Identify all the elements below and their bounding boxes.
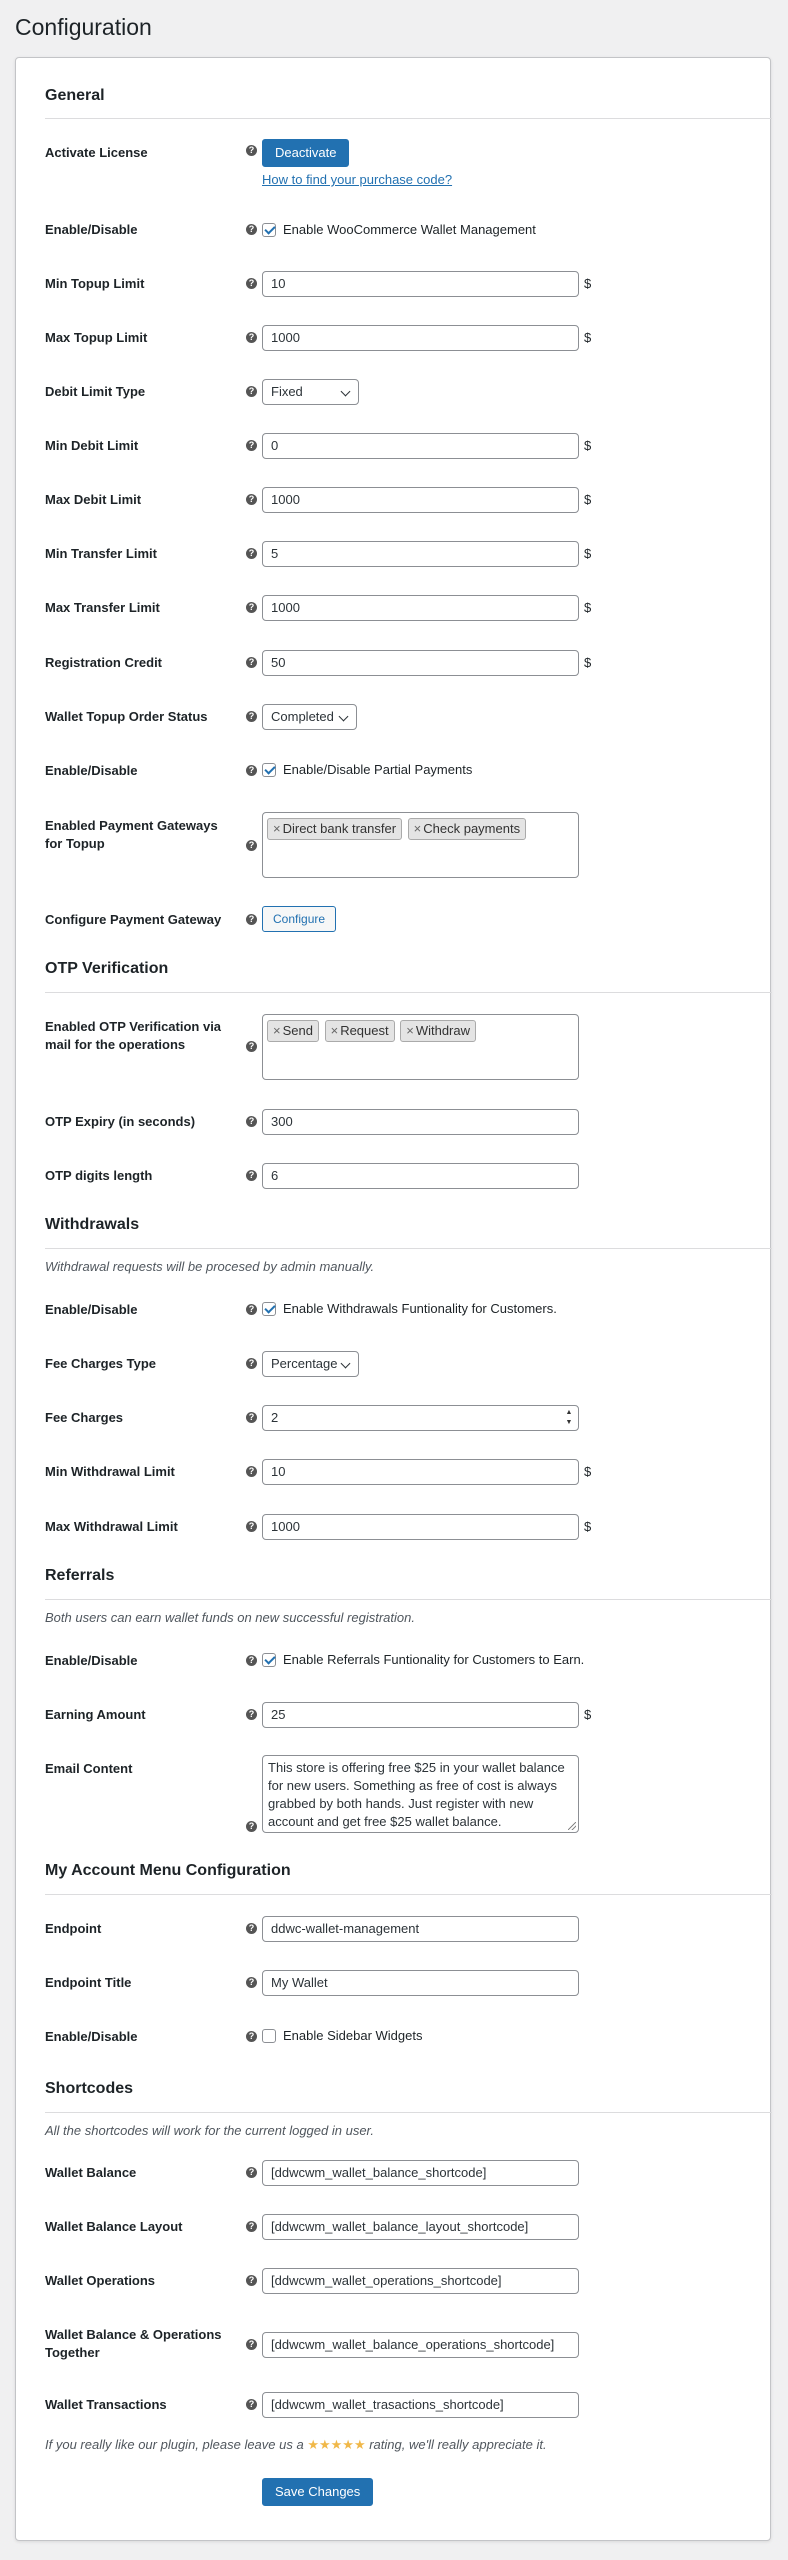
remove-tag-icon[interactable]: × — [406, 1023, 414, 1038]
min-topup-input[interactable]: 10 — [262, 271, 579, 297]
partial-payments-checkbox[interactable] — [262, 763, 276, 777]
label-withdrawals-enable: Enable/Disable — [45, 1302, 138, 1317]
section-title-referrals: Referrals — [45, 1567, 115, 1584]
label-payment-gateways: Enabled Payment Gateways for Topup — [45, 818, 218, 851]
page-title: Configuration — [15, 14, 152, 40]
currency-unit: $ — [584, 330, 592, 345]
help-icon[interactable]: ? — [246, 1170, 257, 1181]
divider — [45, 118, 772, 119]
email-content-text: This store is offering free $25 in your wallet balance for new users. Something as free of cost is always grabbed by both hands. Just register with new account and get free $25 wallet balance. — [268, 1760, 565, 1829]
enable-wallet-text: Enable WooCommerce Wallet Management — [283, 222, 536, 237]
currency-unit: $ — [584, 276, 592, 291]
label-endpoint: Endpoint — [45, 1921, 102, 1936]
label-referrals-enable: Enable/Disable — [45, 1653, 138, 1668]
label-max-debit: Max Debit Limit — [45, 492, 142, 507]
label-otp-expiry: OTP Expiry (in seconds) — [45, 1114, 196, 1129]
help-icon[interactable]: ? — [246, 2167, 257, 2178]
withdrawals-description: Withdrawal requests will be procesed by admin manually. — [45, 1259, 375, 1274]
gateway-tag: × Check payments — [408, 818, 526, 840]
help-icon[interactable]: ? — [246, 1041, 257, 1052]
endpoint-title-input[interactable]: My Wallet — [262, 1970, 579, 1996]
help-icon[interactable]: ? — [246, 440, 257, 451]
section-title-withdrawals: Withdrawals — [45, 1216, 140, 1233]
label-fee-type: Fee Charges Type — [45, 1356, 157, 1371]
divider — [45, 1599, 772, 1600]
currency-unit: $ — [584, 1519, 592, 1534]
help-icon[interactable]: ? — [246, 224, 257, 235]
label-max-withdrawal: Max Withdrawal Limit — [45, 1519, 178, 1534]
section-title-account-menu: My Account Menu Configuration — [45, 1862, 291, 1879]
min-withdrawal-input[interactable]: 10 — [262, 1459, 579, 1485]
help-icon[interactable]: ? — [246, 145, 257, 156]
registration-credit-input[interactable]: 50 — [262, 650, 579, 676]
referrals-enable-option[interactable] — [262, 1652, 584, 1667]
section-title-general: General — [45, 87, 105, 104]
label-partial-payments: Enable/Disable — [45, 763, 138, 778]
label-fee-charges: Fee Charges — [45, 1410, 124, 1425]
referrals-enable-text: Enable Referrals Funtionality for Customers to Earn. — [283, 1652, 585, 1667]
debit-limit-type-select[interactable] — [262, 379, 359, 405]
help-icon[interactable]: ? — [246, 657, 257, 668]
help-icon[interactable]: ? — [246, 1923, 257, 1934]
label-min-withdrawal: Min Withdrawal Limit — [45, 1464, 175, 1479]
wallet-transactions-shortcode-input[interactable]: [ddwcwm_wallet_trasactions_shortcode] — [262, 2392, 579, 2418]
withdrawals-enable-option[interactable] — [262, 1301, 557, 1316]
divider — [45, 1248, 772, 1249]
currency-unit: $ — [584, 600, 592, 615]
remove-tag-icon[interactable]: × — [273, 821, 281, 836]
chevron-down-icon — [341, 1359, 351, 1369]
withdrawals-enable-checkbox[interactable] — [262, 1302, 276, 1316]
divider — [45, 992, 772, 993]
label-endpoint-title: Endpoint Title — [45, 1975, 132, 1990]
help-icon[interactable]: ? — [246, 548, 257, 559]
help-icon[interactable]: ? — [246, 1358, 257, 1369]
label-debit-limit-type: Debit Limit Type — [45, 384, 146, 399]
help-icon[interactable]: ? — [246, 2399, 257, 2410]
fee-charges-input[interactable] — [262, 1405, 579, 1431]
rating-note: If you really like our plugin, please leave us a ★★★★★ rating, we'll really appreciate it. — [45, 2437, 547, 2452]
star-rating-icon[interactable]: ★★★★★ — [307, 2437, 366, 2452]
help-icon[interactable]: ? — [246, 332, 257, 343]
earning-amount-input[interactable]: 25 — [262, 1702, 579, 1728]
label-max-topup: Max Topup Limit — [45, 330, 148, 345]
save-changes-button[interactable]: Save Changes — [262, 2478, 373, 2506]
label-earning-amount: Earning Amount — [45, 1707, 146, 1722]
help-icon[interactable]: ? — [246, 1521, 257, 1532]
help-icon[interactable]: ? — [246, 1977, 257, 1988]
currency-unit: $ — [584, 1707, 592, 1722]
currency-unit: $ — [584, 438, 592, 453]
help-icon[interactable]: ? — [246, 711, 257, 722]
currency-unit: $ — [584, 1464, 592, 1479]
operation-tag: × Send — [267, 1020, 319, 1042]
remove-tag-icon[interactable]: × — [330, 1023, 339, 1038]
withdrawals-enable-text: Enable Withdrawals Funtionality for Customers. — [283, 1301, 557, 1316]
otp-operations-multiselect[interactable] — [262, 1014, 579, 1080]
help-icon[interactable]: ? — [246, 386, 257, 397]
remove-tag-icon[interactable]: × — [273, 1023, 281, 1038]
help-icon[interactable]: ? — [246, 2031, 257, 2042]
divider — [45, 2112, 772, 2113]
settings-panel — [15, 57, 771, 2541]
configure-button[interactable]: Configure — [262, 906, 336, 932]
label-min-debit: Min Debit Limit — [45, 438, 139, 453]
section-title-shortcodes: Shortcodes — [45, 2080, 134, 2097]
help-icon[interactable]: ? — [246, 2275, 257, 2286]
deactivate-button[interactable]: Deactivate — [262, 139, 349, 167]
email-content-textarea[interactable] — [262, 1755, 579, 1833]
sidebar-widgets-checkbox[interactable] — [262, 2029, 276, 2043]
resize-handle-icon[interactable] — [568, 1822, 576, 1830]
help-icon[interactable]: ? — [246, 1466, 257, 1477]
remove-tag-icon[interactable]: × — [413, 821, 422, 836]
otp-expiry-input[interactable]: 300 — [262, 1109, 579, 1135]
help-icon[interactable]: ? — [246, 2221, 257, 2232]
label-otp-operations: Enabled OTP Verification via mail for the operations — [45, 1019, 222, 1052]
currency-unit: $ — [584, 492, 592, 507]
chevron-down-icon — [341, 387, 351, 397]
topup-order-status-select[interactable] — [262, 704, 357, 730]
help-icon[interactable]: ? — [246, 278, 257, 289]
label-wallet-balance: Wallet Balance — [45, 2165, 137, 2180]
help-icon[interactable]: ? — [246, 1655, 257, 1666]
help-icon[interactable]: ? — [246, 1709, 257, 1720]
label-enable-wallet: Enable/Disable — [45, 222, 138, 237]
topup-order-status-value: Completed — [271, 709, 334, 724]
label-sidebar-widgets: Enable/Disable — [45, 2029, 138, 2044]
help-icon[interactable]: ? — [246, 840, 257, 851]
fee-charges-value: 2 — [271, 1410, 279, 1425]
operation-tag: × Request — [325, 1020, 395, 1042]
max-transfer-input[interactable]: 1000 — [262, 595, 579, 621]
operation-tag: × Withdraw — [400, 1020, 476, 1042]
max-debit-input[interactable]: 1000 — [262, 487, 579, 513]
partial-payments-text: Enable/Disable Partial Payments — [283, 762, 473, 777]
label-wallet-transactions: Wallet Transactions — [45, 2397, 167, 2412]
help-icon[interactable]: ? — [246, 602, 257, 613]
label-wallet-balance-operations: Wallet Balance & Operations Together — [45, 2327, 222, 2360]
endpoint-input[interactable]: ddwc-wallet-management — [262, 1916, 579, 1942]
min-debit-input[interactable]: 0 — [262, 433, 579, 459]
label-activate-license: Activate License — [45, 145, 148, 160]
wallet-operations-shortcode-input[interactable]: [ddwcwm_wallet_operations_shortcode] — [262, 2268, 579, 2294]
chevron-down-icon — [339, 712, 349, 722]
label-configure-gateway: Configure Payment Gateway — [45, 912, 222, 927]
fee-type-value: Percentage — [271, 1356, 338, 1371]
help-icon[interactable]: ? — [246, 1116, 257, 1127]
partial-payments-option[interactable] — [262, 762, 472, 777]
max-withdrawal-input[interactable]: 1000 — [262, 1514, 579, 1540]
otp-digits-input[interactable]: 6 — [262, 1163, 579, 1189]
label-wallet-balance-layout: Wallet Balance Layout — [45, 2219, 183, 2234]
help-icon[interactable]: ? — [246, 1412, 257, 1423]
help-icon[interactable]: ? — [246, 1304, 257, 1315]
wallet-balance-operations-shortcode-input[interactable]: [ddwcwm_wallet_balance_operations_shortcode] — [262, 2332, 579, 2358]
help-icon[interactable]: ? — [246, 2339, 257, 2350]
debit-limit-type-value: Fixed — [271, 384, 303, 399]
wallet-balance-layout-shortcode-input[interactable]: [ddwcwm_wallet_balance_layout_shortcode] — [262, 2214, 579, 2240]
section-title-otp: OTP Verification — [45, 960, 169, 977]
referrals-enable-checkbox[interactable] — [262, 1653, 276, 1667]
label-registration-credit: Registration Credit — [45, 655, 163, 670]
label-max-transfer: Max Transfer Limit — [45, 600, 160, 615]
sidebar-widgets-option[interactable] — [262, 2028, 422, 2043]
help-icon[interactable]: ? — [246, 765, 257, 776]
min-transfer-input[interactable]: 5 — [262, 541, 579, 567]
payment-gateways-multiselect[interactable] — [262, 812, 579, 878]
fee-type-select[interactable] — [262, 1351, 359, 1377]
enable-wallet-checkbox[interactable] — [262, 223, 276, 237]
purchase-code-link[interactable]: How to find your purchase code? — [262, 172, 453, 187]
label-otp-digits: OTP digits length — [45, 1168, 153, 1183]
number-stepper-icon[interactable]: ▲ ▼ — [565, 1409, 573, 1426]
divider — [45, 1894, 772, 1895]
label-min-transfer: Min Transfer Limit — [45, 546, 157, 561]
label-topup-order-status: Wallet Topup Order Status — [45, 709, 208, 724]
label-email-content: Email Content — [45, 1761, 133, 1776]
shortcodes-description: All the shortcodes will work for the current logged in user. — [45, 2123, 375, 2138]
referrals-description: Both users can earn wallet funds on new successful registration. — [45, 1610, 415, 1625]
gateway-tag: × Direct bank transfer — [267, 818, 402, 840]
max-topup-input[interactable]: 1000 — [262, 325, 579, 351]
currency-unit: $ — [584, 546, 592, 561]
enable-wallet-option[interactable] — [262, 222, 536, 237]
help-icon[interactable]: ? — [246, 914, 257, 925]
label-min-topup: Min Topup Limit — [45, 276, 145, 291]
sidebar-widgets-text: Enable Sidebar Widgets — [283, 2028, 423, 2043]
wallet-balance-shortcode-input[interactable]: [ddwcwm_wallet_balance_shortcode] — [262, 2160, 579, 2186]
currency-unit: $ — [584, 655, 592, 670]
label-wallet-operations: Wallet Operations — [45, 2273, 156, 2288]
help-icon[interactable]: ? — [246, 1821, 257, 1832]
help-icon[interactable]: ? — [246, 494, 257, 505]
